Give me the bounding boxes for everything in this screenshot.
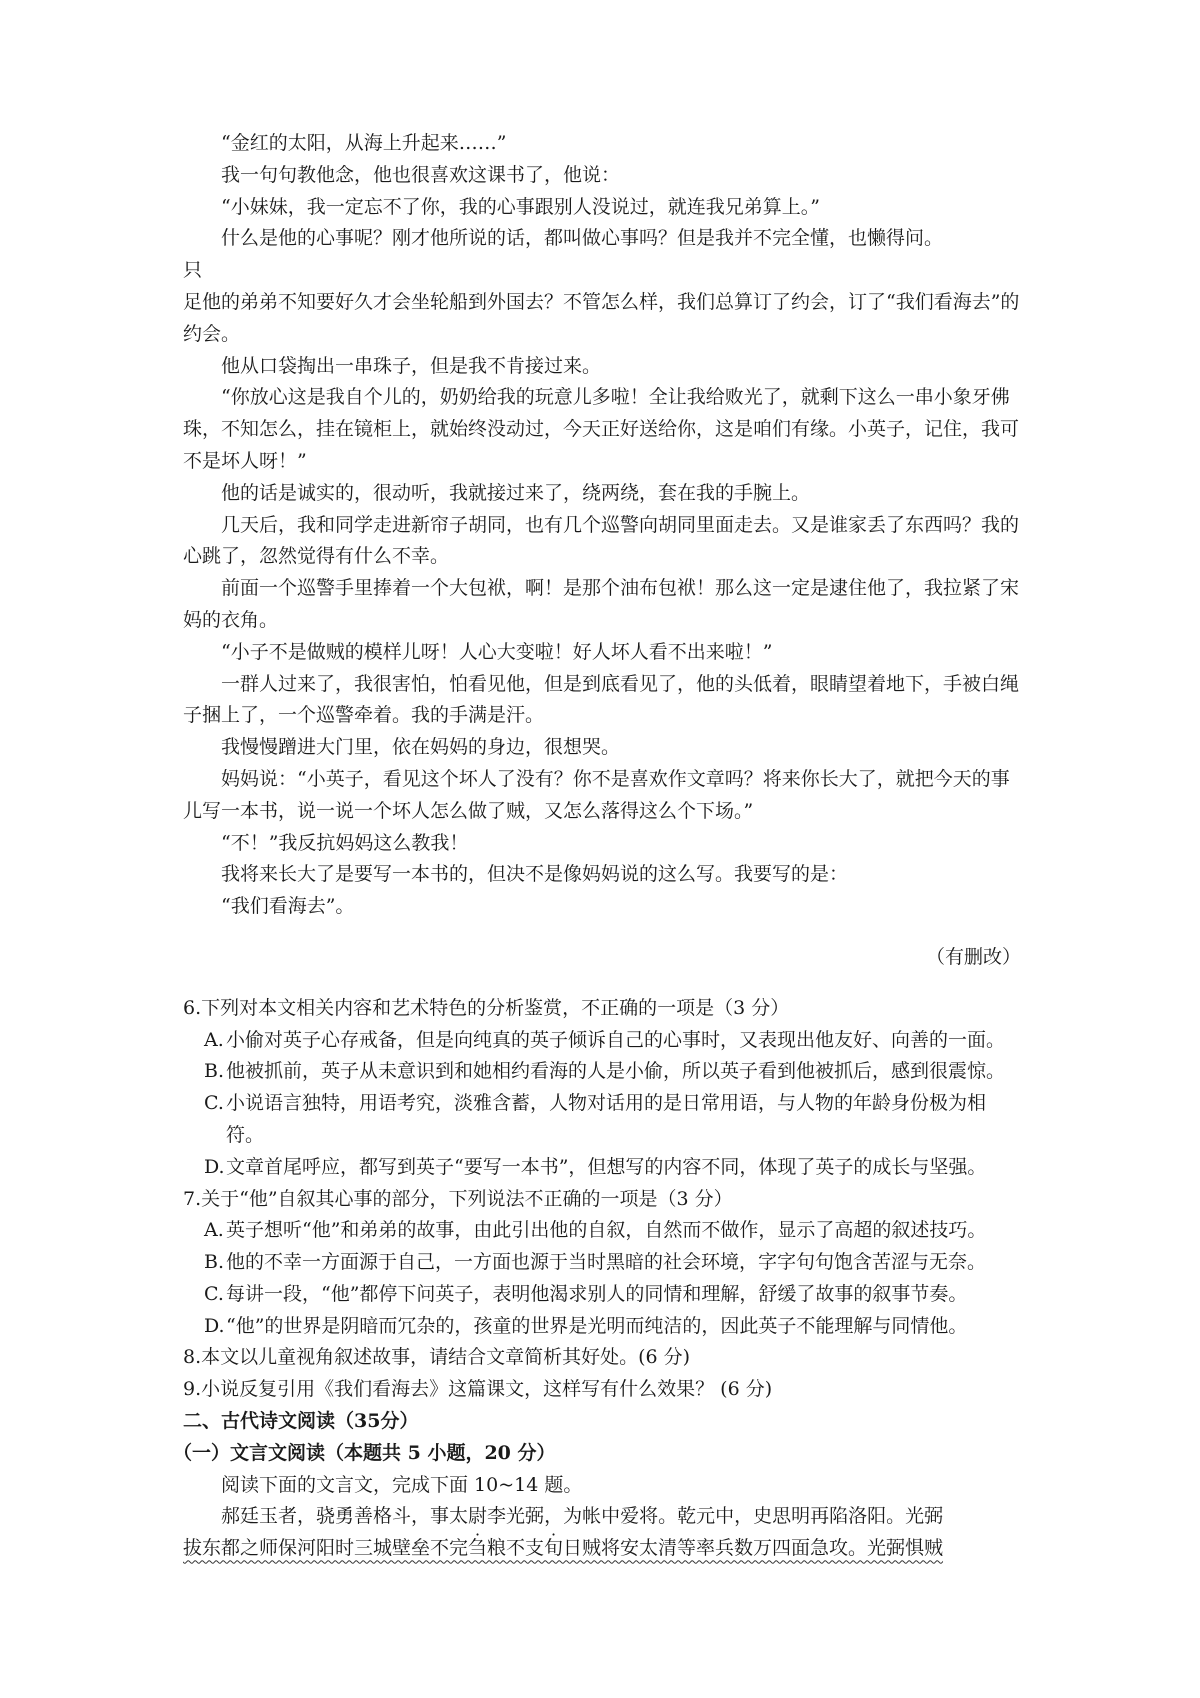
subsection-heading: （一）文言文阅读（本题共 5 小题，20 分） [173,1441,556,1464]
story-paragraph: “小妹妹，我一定忘不了你，我的心事跟别人没说过，就连我兄弟算上。” [221,195,820,218]
option-text: 文章首尾呼应，都写到英子“要写一本书”，但想写的内容不同，体现了英子的成长与坚强。 [226,1155,987,1178]
question-7-option-b [204,1247,1023,1279]
question-8: 8.本文以儿童视角叙述故事，请结合文章简析其好处。(6 分) [183,1346,691,1369]
option-letter: B. [204,1060,225,1083]
question-6-option-b [204,1056,1023,1088]
question-6-option-d [204,1152,1023,1184]
option-text: “他”的世界是阴暗而冗杂的，孩童的世界是光明而纯洁的，因此英子不能理解与同情他。 [226,1314,968,1337]
story-paragraph: “金红的太阳，从海上升起来……” [221,132,507,154]
option-letter: C. [204,1282,224,1305]
classical-text-line [183,1533,1023,1565]
option-text: 英子想听“他”和弟弟的故事，由此引出他的自叙，自然而不做作，显示了高超的叙述技巧。 [226,1219,987,1242]
story-paragraph: 他从口袋掏出一串珠子，但是我不肯接过来。 [221,354,602,377]
question-7-option-c [204,1279,1023,1311]
option-letter: A. [204,1028,224,1051]
reading-instruction: 阅读下面的文言文，完成下面 10~14 题。 [221,1473,583,1496]
story-paragraph: 妈妈说：“小英子，看见这个坏人了没有？你不是喜欢作文章吗？将来你长大了，就把今天的事儿写一本书，说一说一个坏人怎么做了贼，又怎么落得这么个下场。” [183,767,1010,822]
wavy-underlined-passage: 拔东都之师保河阳时三城壁垒不完刍粮不支旬日贼将安太清等率兵数万四面急攻。光弼惧贼 [183,1537,944,1560]
emphasis-dot-char: 弼 [525,1505,545,1528]
question-9: 9.小说反复引用《我们看海去》这篇课文，这样写有什么效果？ (6 分) [183,1378,773,1401]
story-paragraph: 只 [183,259,203,282]
option-text: 每讲一段，“他”都停下问英子，表明他渴求别人的同情和理解，舒缓了故事的叙事节奏。 [226,1282,968,1305]
story-paragraph: “不！”我反抗妈妈这么教我！ [221,831,469,854]
option-text: 他被抓前，英子从未意识到和她相约看海的人是小偷，所以英子看到他被抓后，感到很震惊。 [226,1060,1006,1083]
classical-text-segment: 尉李光 [468,1505,526,1528]
option-letter: C. [204,1092,224,1115]
option-text: 小说语言独特，用语考究，淡雅含蓄，人物对话用的是日常用语，与人物的年龄身份极为相符。 [226,1092,987,1146]
question-7-stem: 7.关于“他”自叙其心事的部分，下列说法不正确的一项是（3 分） [183,1187,733,1210]
story-paragraph: 几天后，我和同学走进新帘子胡同，也有几个巡警向胡同里面走去。又是谁家丢了东西吗？我的心跳了，忽然觉得有什么不幸。 [183,513,1020,568]
story-paragraph: “你放心这是我自个儿的，奶奶给我的玩意儿多啦！全让我给败光了，就剩下这么一串小象牙佛珠，不知怎么，挂在镜柜上，就始终没动过，今天正好送给你，这是咱们有缘。小英子，记住，我可不是坏人呀！” [183,386,1020,472]
story-paragraph: 前面一个巡警手里捧着一个大包袱，啊！是那个油布包袱！那么这一定是逮住他了，我拉紧了宋妈的衣角。 [183,577,1020,631]
section-heading: 二、古代诗文阅读（35分） [183,1410,419,1433]
question-7-option-d [204,1311,1023,1343]
classical-text-segment: ，为帐中爱将。乾元中，史思明再陷洛阳。光弼 [544,1505,944,1528]
story-paragraph: 我一句句教他念，他也很喜欢这课书了，他说： [221,163,621,186]
story-paragraph: 什么是他的心事呢？刚才他所说的话，都叫做心事吗？但是我并不完全懂，也懒得问。 [221,227,944,250]
classical-text-line [183,1501,1023,1533]
story-paragraph: “小子不是做贼的模样儿呀！人心大变啦！好人坏人看不出来啦！” [221,640,773,663]
story-paragraph: 我将来长大了是要写一本书的，但决不是像妈妈说的这么写。我要写的是： [221,863,849,886]
question-6-stem: 6.下列对本文相关内容和艺术特色的分析鉴赏，不正确的一项是（3 分） [183,996,790,1019]
option-letter: D. [204,1314,225,1337]
question-6-option-c [204,1088,1023,1152]
option-letter: A. [204,1219,224,1242]
question-6-option-a [204,1025,1023,1057]
question-7-option-a [204,1215,1023,1247]
story-paragraph: 一群人过来了，我很害怕，怕看见他，但是到底看见了，他的头低着，眼睛望着地下，手被白绳子捆上了，一个巡警牵着。我的手满是汗。 [183,672,1020,727]
source-note: （有删改） [925,945,1021,968]
option-text: 小偷对英子心存戒备，但是向纯真的英子倾诉自己的心事时，又表现出他友好、向善的一面。 [226,1028,1006,1051]
option-letter: D. [204,1155,225,1178]
document-page [173,128,1023,1565]
story-paragraph: 足他的弟弟不知要好久才会坐轮船到外国去？不管怎么样，我们总算订了约会，订了“我们看海去”的约会。 [183,290,1020,345]
emphasis-dot-char: 太 [449,1505,469,1528]
story-paragraph: “我们看海去”。 [221,895,355,918]
option-text: 他的不幸一方面源于自己，一方面也源于当时黑暗的社会环境，字字句句饱含苦涩与无奈。 [226,1251,987,1274]
story-paragraph: 他的话是诚实的，很动听，我就接过来了，绕两绕，套在我的手腕上。 [221,481,811,504]
option-letter: B. [204,1251,225,1274]
story-paragraph: 我慢慢蹭进大门里，依在妈妈的身边，很想哭。 [221,736,621,759]
classical-text-segment: 郝廷玉者，骁勇善格斗，事 [221,1505,450,1528]
